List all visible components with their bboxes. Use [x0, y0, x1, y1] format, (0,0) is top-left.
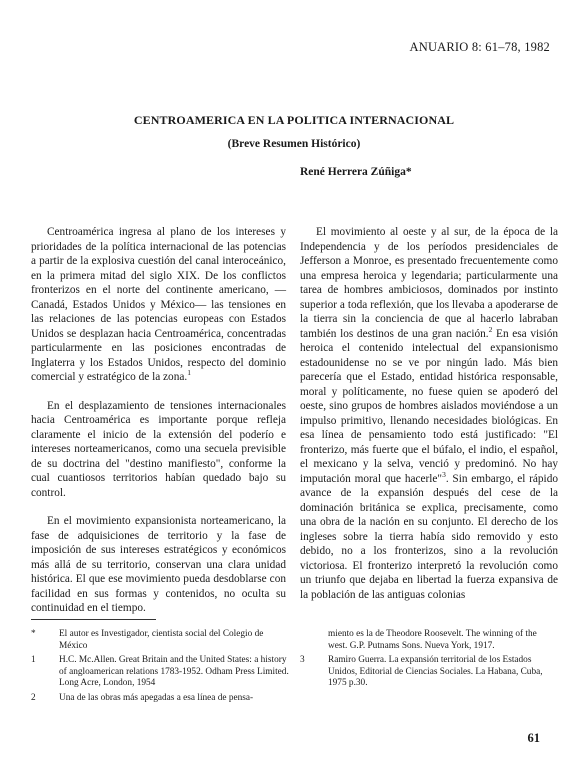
footnotes-left	[31, 629, 293, 707]
footnote-mark: 1	[31, 655, 36, 665]
footnote-rule	[31, 619, 156, 620]
paragraph: Centroamérica ingresa al plano de los intereses y prioridades de la política internacional de las potencias a partir de la explosiva cuestión del canal interoceánico, en la primera mitad del siglo XIX. De los conflictos fronterizos en el norte del continente americano, —Canadá, Estados Unidos y México— las tensiones en las relaciones de las potencias europeas con Estados Unidos se desplazan hacia Centroamérica, concentradas particularmente en las posiciones encontradas de Inglaterra y los Estados Unidos, respecto del dominio comercial y estratégico de la zona.$^1$	[31, 226, 286, 383]
footnote-text: Ramiro Guerra. La expansión territorial de los Estados Unidos, Editorial de Ciencias Sociales. La Habana, Cuba, 1975 p.30.	[328, 655, 543, 688]
footnote-mark: *	[31, 629, 36, 639]
article-title: CENTROAMERICA EN LA POLITICA INTERNACIONAL	[133, 113, 455, 127]
paragraph: En el desplazamiento de tensiones internacionales hacia Centroamérica es importante porque refleja claramente el inicio de la extensión del poderío e intereses norteamericanos, como una secuela previsible de su doctrina del "destino manifiesto", conforme la cual cuantiosos territorios habían quedado bajo su control.	[31, 399, 286, 499]
footnote	[31, 693, 293, 705]
running-head: ANUARIO 8: 61–78, 1982	[409, 40, 550, 54]
footnote	[31, 655, 293, 690]
footnote-ref: 1	[187, 368, 191, 378]
footnote-text: El autor es Investigador, cientista social del Colegio de México	[59, 629, 264, 651]
footnote-mark: 2	[31, 692, 36, 703]
footnote-mark: 3	[300, 655, 305, 665]
right-column	[300, 225, 558, 616]
paragraph: El movimiento al oeste y al sur, de la época de la Independencia y de los períodos presidenciales de Jefferson a Monroe, es presentado frecuentemente como una empresa heroica y legendaria; particularmente una tarea de hombres ambiciosos, dominados por instinto superior a toda reflexión, que los llevaba a apoderarse de la tierra sin la conciencia de que al hacerlo labraban también los destinos de una gran nación.$^2$ En esa visión heroica el contenido intelectual del expansionismo estadounidense no se ve por ningún lado. Más bien parecería que el Estado, entidad histórica responsable, moral y políticamente, no fuese quien se apoderó del oeste, sino grupos de hombres aislados moviéndose a un impulso primitivo, llenando necesidades biológicas. En esa línea de pensamiento todo está justificado: "El fronterizo, más fuerte que el búfalo, el indio, el español, el mexicano y la selva, venció y predominó. No hay imputación moral que hacerle"$^3$. Sin embargo, el rápido avance de la expansión después del cese de la dominación británica se explica, precisamente, como una obra de la nación en su conjunto. El derecho de los ingleses sobre la tierra había sido removido y esto debido, no a los fronterizos, sino a la revolución victoriosa. El fronterizo interpretó la revolución como un triunfo que dejaba en libertad la fuerza expansiva de la población de las antiguas colonias	[300, 226, 558, 601]
footnote-text: miento es la de Theodore Roosevelt. The winning of the west. G.P. Putnams Sons. Nueva York, 1917.	[328, 629, 537, 651]
footnotes-right	[300, 629, 558, 693]
footnote-ref: 3	[442, 469, 446, 479]
left-column	[31, 225, 286, 630]
footnote-text: H.C. Mc.Allen. Great Britain and the United States: a history of angloamerican relations 1783-1952. Odham Press Limited. Long Acre, London, 1954	[59, 655, 289, 688]
paragraph: En el movimiento expansionista norteamericano, la fase de adquisiciones de territorio y la fase de imposición de sus intereses estratégicos y económicos más allá de su territorio, conservan una clara unidad histórica. El que ese movimiento pueda desdoblarse con facilidad en sus formas y contenidos, no oculta su continuidad en el tiempo.	[31, 515, 286, 614]
author-name: René Herrera Zúñiga*	[300, 166, 412, 178]
footnote	[31, 629, 293, 652]
page-number: 61	[527, 731, 540, 745]
footnote	[300, 629, 558, 652]
footnote-ref: 2	[488, 324, 493, 334]
footnote-mark	[300, 629, 328, 652]
footnote	[300, 655, 558, 690]
footnote-text: Una de las obras más apegadas a esa línea de pensa-	[59, 692, 254, 703]
article-subtitle: (Breve Resumen Histórico)	[227, 138, 361, 150]
